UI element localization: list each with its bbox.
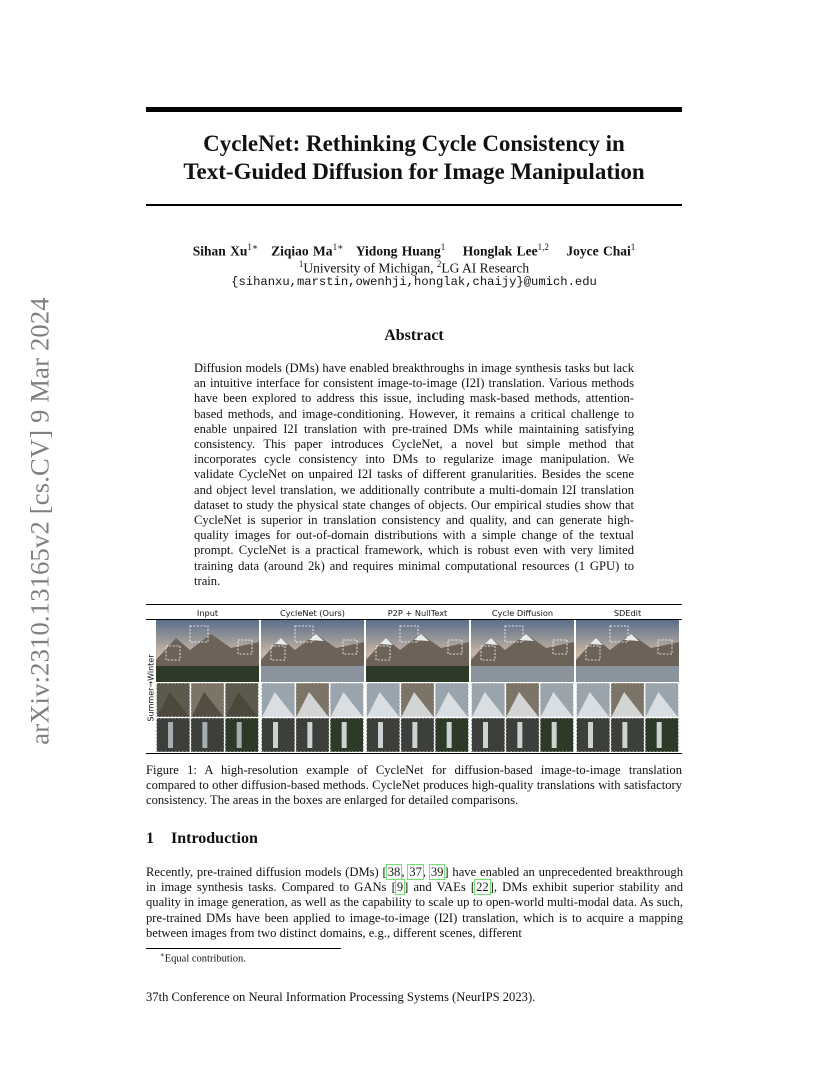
crop-thumbnail: [611, 718, 644, 752]
intro-text: ,: [401, 865, 409, 879]
intro-text: ] have enabled an unprecedented breakthrough in image synthesis tasks. Compared to GANs [: [146, 865, 683, 895]
affil-sup-2: 2: [436, 259, 442, 269]
crop-thumbnail: [401, 718, 434, 752]
author-name: Ziqiao Ma: [271, 243, 333, 259]
column-header-cyclenet: CycleNet (Ours): [279, 608, 345, 618]
crop-thumbnail: [577, 718, 610, 752]
waterfall-mark: [342, 722, 347, 748]
section-title: Introduction: [171, 830, 258, 847]
crop-thumbnail: [645, 718, 678, 752]
figure-bottom-rule: [146, 753, 682, 754]
waterfall-mark: [447, 722, 452, 748]
forest-band: [366, 666, 469, 682]
author-emails: {sihanxu,marstin,owenhji,honglak,chaijy}@umich.edu: [231, 275, 597, 289]
crop-thumbnail: [157, 718, 190, 752]
crop-thumbnail: [540, 718, 573, 752]
crop-thumbnail: [472, 718, 505, 752]
title-line-1: CycleNet: Rethinking Cycle Consistency in: [203, 131, 625, 156]
waterfall-mark: [483, 722, 488, 748]
author-name: Sihan Xu: [192, 243, 248, 259]
intro-text: ,: [422, 865, 430, 879]
title-top-rule: [146, 107, 682, 112]
arxiv-stamp-text: arXiv:2310.13165v2 [cs.CV] 9 Mar 2024: [24, 297, 55, 745]
figure-top-rule: [146, 604, 682, 605]
paper-title: [146, 130, 682, 186]
title-line-2: Text-Guided Diffusion for Image Manipulation: [183, 159, 645, 184]
author-name: Joyce Chai: [566, 243, 631, 259]
section-number: 1: [146, 830, 154, 847]
waterfall-mark: [202, 722, 207, 748]
author-sup: 1: [440, 242, 446, 252]
forest-band: [156, 666, 259, 682]
crop-thumbnail: [367, 718, 400, 752]
crop-thumbnail: [506, 718, 539, 752]
column-header-cycle-diffusion: Cycle Diffusion: [491, 608, 554, 618]
column-header-input: Input: [196, 608, 219, 618]
waterfall-mark: [588, 722, 593, 748]
affil-text-2: LG AI Research: [441, 260, 530, 276]
author-name: Honglak Lee: [462, 243, 538, 259]
abstract-heading: Abstract: [384, 327, 444, 344]
waterfall-mark: [237, 722, 242, 748]
affil-text-1: University of Michigan,: [303, 260, 437, 276]
affiliations: [146, 259, 682, 277]
footnote: [160, 951, 246, 965]
affil-sup-1: 1: [298, 259, 304, 269]
forest-band: [261, 666, 364, 682]
citation-link[interactable]: 39: [430, 865, 444, 879]
waterfall-mark: [412, 722, 417, 748]
figure-caption: Figure 1: A high-resolution example of CycleNet for diffusion-based image-to-image translation compared to other diffusion-based methods. CycleNet produces high-quality translations with satisfactory consistency. The areas in the boxes are enlarged for detailed comparisons.: [146, 763, 682, 808]
author-name: Yidong Huang: [355, 243, 441, 259]
intro-text: ], DMs exhibit superior stability and quality in image generation, as well as the capability to scale up to open-world multi-modal data. As such, pre-trained DMs have been applied to image-to-image (I2I) translation, which is to acquire a mapping between images from two distinct domains, e.g., different scenes, different: [146, 880, 683, 940]
footnote-text: Equal contribution.: [164, 953, 246, 965]
column-header-sdedit: SDEdit: [613, 608, 642, 618]
footnote-mark: ∗: [160, 951, 165, 959]
author-sup: 1∗: [332, 242, 344, 252]
author-list: [146, 242, 682, 260]
figure-image-grid: [155, 620, 682, 753]
citation-link[interactable]: 38: [387, 865, 401, 879]
crop-thumbnail: [296, 718, 329, 752]
author-sup: 1∗: [247, 242, 259, 252]
arxiv-side-stamp: [20, 290, 60, 752]
citation-link[interactable]: 9: [396, 880, 404, 895]
crop-thumbnail: [262, 718, 295, 752]
citation-link[interactable]: 37: [409, 865, 422, 879]
intro-text: ] and VAEs [: [404, 880, 476, 895]
column-header-p2p: P2P + NullText: [387, 608, 448, 618]
abstract-body: Diffusion models (DMs) have enabled breakthroughs in image synthesis tasks but lack an intuitive interface for consistent image-to-image (I2I) translation. Various methods have been explored to address this issue, including mask-based methods, attention-based methods, and image-conditioning. However, it remains a critical challenge to enable unpaired I2I translation with pre-trained DMs while maintaining satisfying consistency. This paper introduces CycleNet, a novel but simple method that incorporates cycle consistency into DMs to regularize image manipulation. We validate CycleNet on unpaired I2I tasks of different granularities. Besides the scene and object level translation, we additionally contribute a multi-domain I2I translation dataset to study the physical state changes of objects. Our empirical studies show that CycleNet is superior in translation consistency and quality, and can generate high-quality images for out-of-domain distributions with a simple change of the textual prompt. CycleNet is a practical framework, which is robust even with very limited training data (around 2k) and requires minimal computational resources (1 GPU) to train.: [194, 361, 634, 588]
title-bottom-rule: [146, 204, 682, 206]
footnote-rule: [146, 948, 341, 949]
waterfall-mark: [168, 722, 173, 748]
waterfall-mark: [273, 722, 278, 748]
crop-thumbnail: [191, 718, 224, 752]
crop-thumbnail: [330, 718, 363, 752]
venue-footer: 37th Conference on Neural Information Processing Systems (NeurIPS 2023).: [146, 990, 536, 1004]
author-sup: 1,2: [537, 242, 549, 252]
crop-thumbnail: [435, 718, 468, 752]
intro-text: Recently, pre-trained diffusion models (DMs) [: [146, 865, 387, 879]
waterfall-mark: [517, 722, 522, 748]
waterfall-mark: [622, 722, 627, 748]
waterfall-mark: [657, 722, 662, 748]
section-heading: [146, 830, 258, 848]
citation-link[interactable]: 22: [476, 880, 489, 895]
waterfall-mark: [552, 722, 557, 748]
forest-band: [471, 666, 574, 682]
waterfall-mark: [307, 722, 312, 748]
crop-thumbnail: [225, 718, 258, 752]
row-label-text: Summer→Winter: [146, 654, 156, 722]
author-sup: 1: [630, 242, 636, 252]
forest-band: [576, 666, 679, 682]
waterfall-mark: [378, 722, 383, 748]
intro-paragraph: [146, 865, 683, 941]
